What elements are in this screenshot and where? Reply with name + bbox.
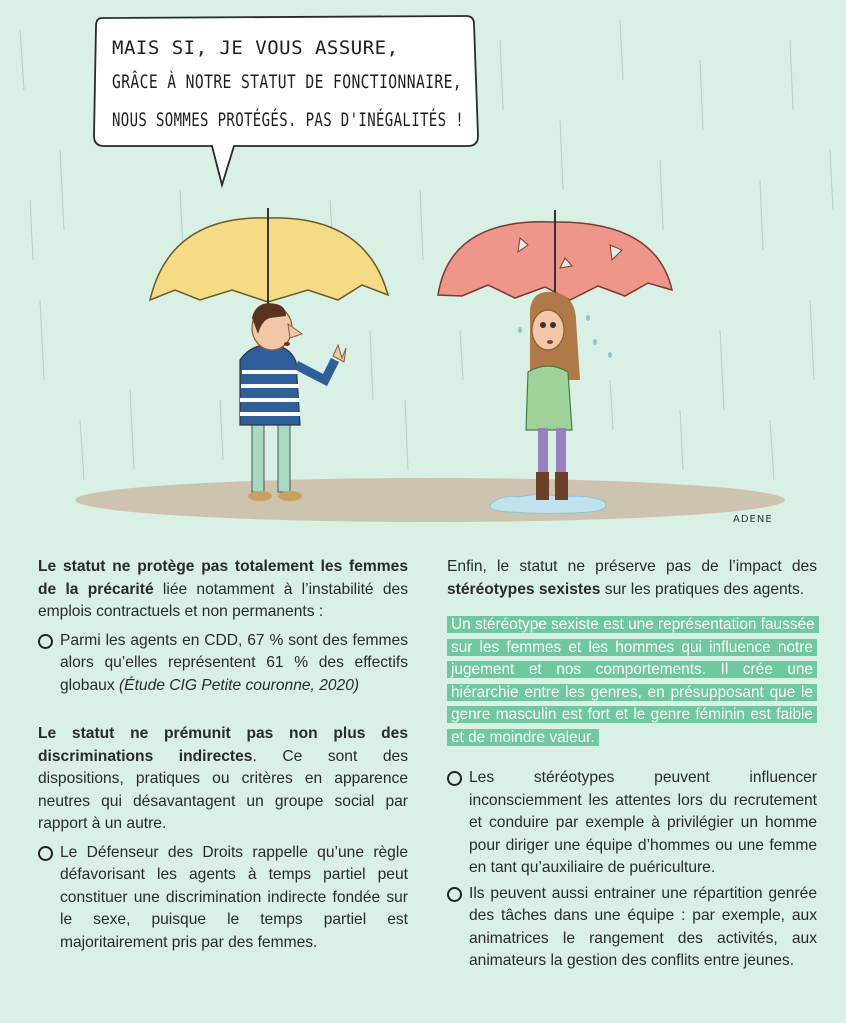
- left-b1-text: Parmi les agents en CDD, 67 % sont des femmes alors qu’elles représentent 61 % des effectifs globaux: [60, 631, 408, 694]
- left-b2-text: Le Défenseur des Droits rappelle qu’une règle défavorisant les agents à temps partiel peut constituer une discrimination indirecte fondée sur le sexe, puisque le temps partiel est majoritairement pris par des femmes.: [60, 843, 408, 951]
- right-b1-text: Les stéréotypes peuvent influencer inconsciemment les attentes lors du recrutement et conduire par exemple à privilégier un homme pour diriger une équipe d’hommes ou une femme en tant qu’auxiliaire de puériculture.: [469, 769, 817, 876]
- stereotype-definition-highlight: [447, 614, 817, 749]
- right-b2-text: Ils peuvent aussi entrainer une répartition genrée des tâches dans une équipe : par exemple, aux animatrices le rangement des activités, aux animateurs la gestion des conflits entre jeunes.: [469, 884, 817, 969]
- man-figure: [150, 208, 388, 501]
- right-p1-start: Enfin, le statut ne préserve pas de l’impact des: [447, 558, 817, 575]
- left-p2-rest: . Ce sont des dispositions, pratiques ou critères en apparence neutres qui désavantagent un groupe social par rapport à un autre.: [38, 747, 408, 832]
- woman-figure: [438, 210, 672, 500]
- left-p1-bold: Le statut ne protège pas totalement les femmes de la précarité: [38, 558, 408, 598]
- left-bullet-1: [38, 630, 408, 698]
- right-column: [447, 556, 817, 973]
- speech-bubble: [94, 16, 590, 185]
- left-p2-bold: Le statut ne prémunit pas non plus des discriminations indirectes: [38, 725, 408, 765]
- highlight-text: Un stéréotype sexiste est une représentation faussée sur les femmes et les hommes qui influence notre jugement et nos comportements. Il crée une hiérarchie entre les genres, en présupposant que le genre masculin est fort et le genre féminin est faible et de moindre valeur.: [447, 616, 819, 746]
- bubble-line-1: MAIS SI, JE VOUS ASSURE,: [112, 37, 399, 59]
- left-b1-source: (Étude CIG Petite couronne, 2020): [118, 676, 360, 694]
- bubble-line-3: NOUS SOMMES PROTÉGÉS. PAS D'INÉGALITÉS !: [112, 109, 590, 131]
- left-column: [38, 556, 408, 954]
- right-p1-bold: stéréotypes sexistes: [447, 580, 601, 598]
- circle-bullet-icon: [447, 771, 462, 786]
- artist-signature: ADENE: [733, 514, 773, 525]
- circle-bullet-icon: [38, 846, 53, 861]
- left-p1-rest: liée notamment à l’instabilité des emplois contractuels et non permanents :: [38, 580, 408, 620]
- circle-bullet-icon: [38, 634, 53, 649]
- right-paragraph-1: [447, 556, 817, 601]
- circle-bullet-icon: [447, 887, 462, 902]
- right-bullet-2: [447, 883, 817, 973]
- right-bullet-1: [447, 767, 817, 880]
- left-paragraph-2: [38, 723, 408, 836]
- bubble-line-2: GRÂCE À NOTRE STATUT DE FONCTIONNAIRE,: [112, 71, 566, 93]
- left-paragraph-1: [38, 556, 408, 624]
- ground-shadow: [75, 478, 785, 522]
- left-bullet-2: [38, 842, 408, 955]
- right-p1-end: sur les pratiques des agents.: [600, 580, 805, 598]
